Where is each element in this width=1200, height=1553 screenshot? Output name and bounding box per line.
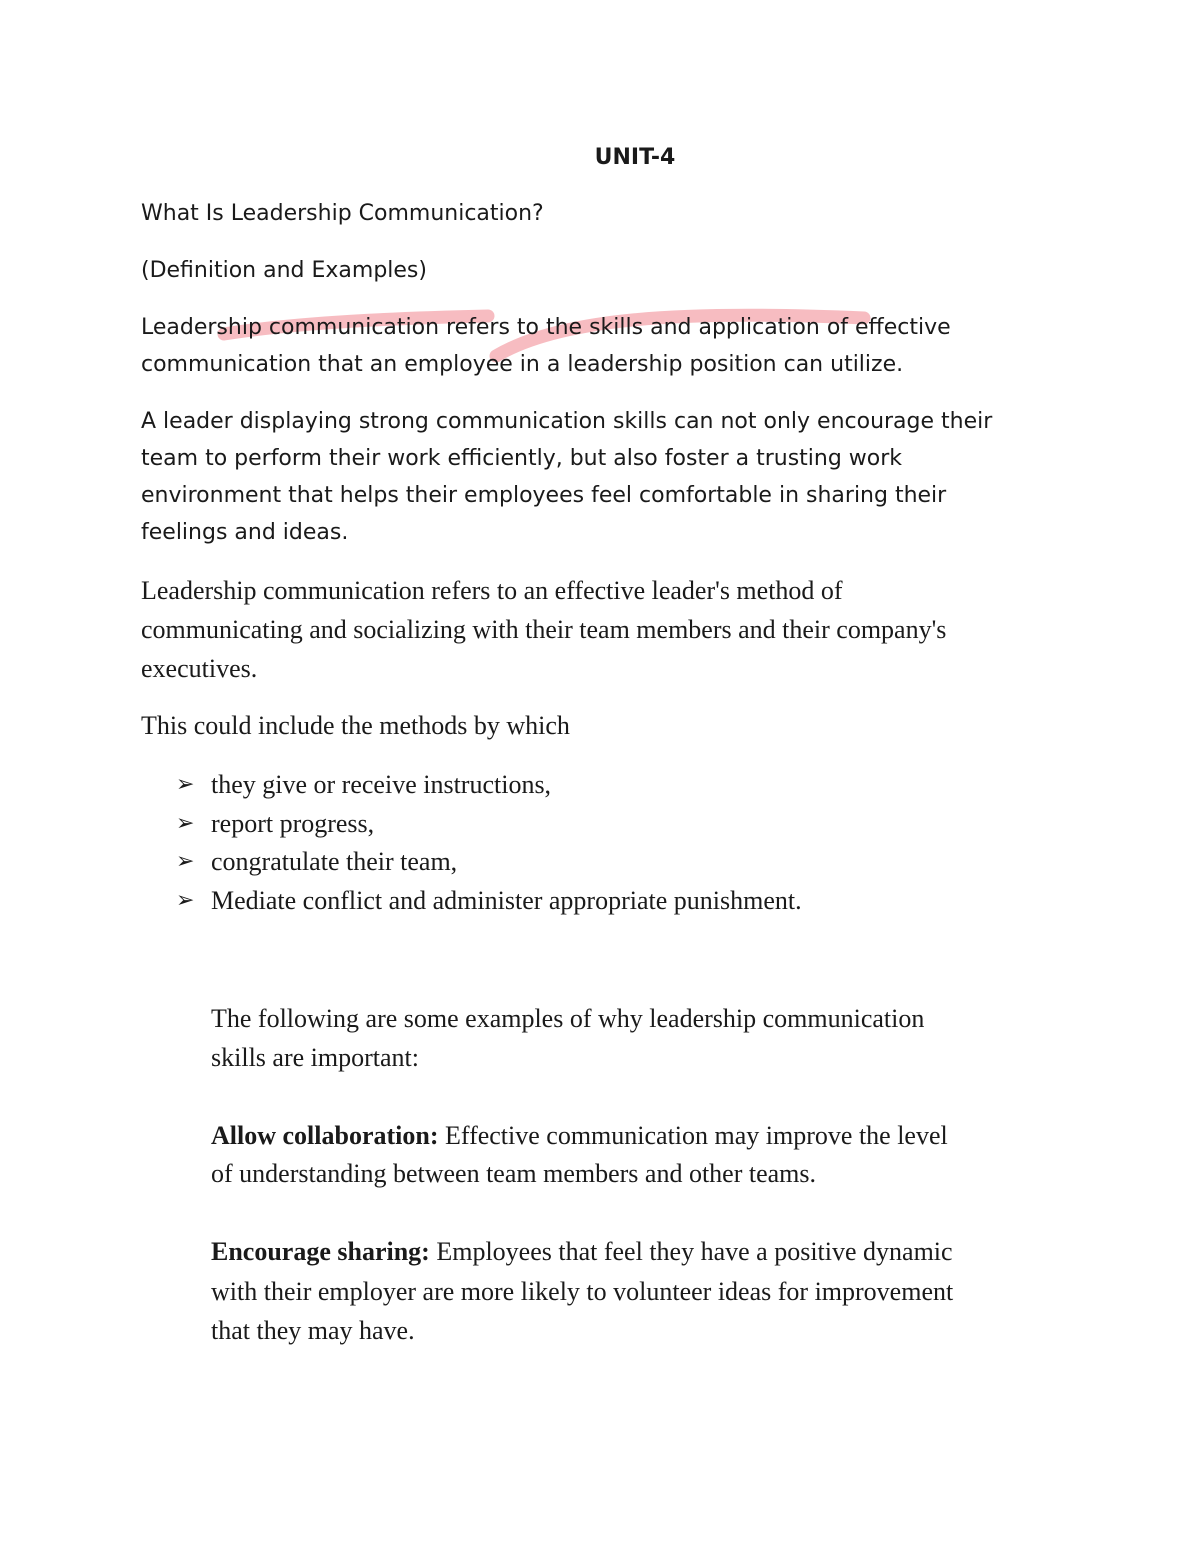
- example-collaboration-line-2: of understanding between team members and other teams.: [211, 1159, 817, 1188]
- list-item-text: Mediate conflict and administer appropriate punishment.: [211, 886, 802, 916]
- example-sharing-line-3: that they may have.: [211, 1316, 415, 1345]
- arrow-bullet-icon: ➢: [176, 849, 195, 875]
- unit-title: UNIT-4: [594, 145, 676, 170]
- methods-list: [176, 770, 802, 925]
- para2-line-4: feelings and ideas.: [141, 520, 349, 545]
- example-text: Effective communication may improve the level: [438, 1121, 948, 1150]
- example-sharing-line-1: [211, 1239, 953, 1265]
- list-item: [176, 809, 802, 848]
- list-item: [176, 847, 802, 886]
- example-text: Employees that feel they have a positive dynamic: [429, 1237, 953, 1266]
- para3-line-3: executives.: [141, 654, 258, 683]
- para2-line-3: environment that helps their employees feel comfortable in sharing their: [141, 483, 947, 508]
- section-subheading: (Definition and Examples): [141, 258, 427, 283]
- arrow-bullet-icon: ➢: [176, 810, 195, 836]
- para4-intro: This could include the methods by which: [141, 711, 570, 740]
- arrow-bullet-icon: ➢: [176, 772, 195, 797]
- para2-line-2: team to perform their work efficiently, but also foster a trusting work: [141, 446, 903, 471]
- section-heading: What Is Leadership Communication?: [141, 201, 544, 226]
- para3-line-1: Leadership communication refers to an effective leader's method of: [141, 576, 843, 605]
- list-item: [176, 886, 802, 925]
- example-term: Allow collaboration:: [211, 1121, 439, 1150]
- list-item-text: they give or receive instructions,: [211, 770, 552, 799]
- examples-intro-line-1: The following are some examples of why leadership communication: [211, 1004, 925, 1033]
- para2-line-1: A leader displaying strong communication skills can not only encourage their: [141, 409, 993, 434]
- examples-intro-line-2: skills are important:: [211, 1043, 419, 1072]
- para1-line-2: communication that an employee in a leadership position can utilize.: [141, 352, 904, 377]
- list-item-text: report progress,: [211, 808, 375, 838]
- example-collaboration-line-1: [211, 1123, 948, 1149]
- arrow-bullet-icon: ➢: [176, 888, 195, 914]
- para3-line-2: communicating and socializing with their team members and their company's: [141, 615, 947, 644]
- para1-line-1: Leadership communication refers to the skills and application of effective: [141, 315, 951, 340]
- example-sharing-line-2: with their employer are more likely to volunteer ideas for improvement: [211, 1277, 954, 1306]
- list-item: [176, 770, 802, 809]
- list-item-text: congratulate their team,: [211, 847, 458, 877]
- example-term: Encourage sharing:: [211, 1237, 430, 1266]
